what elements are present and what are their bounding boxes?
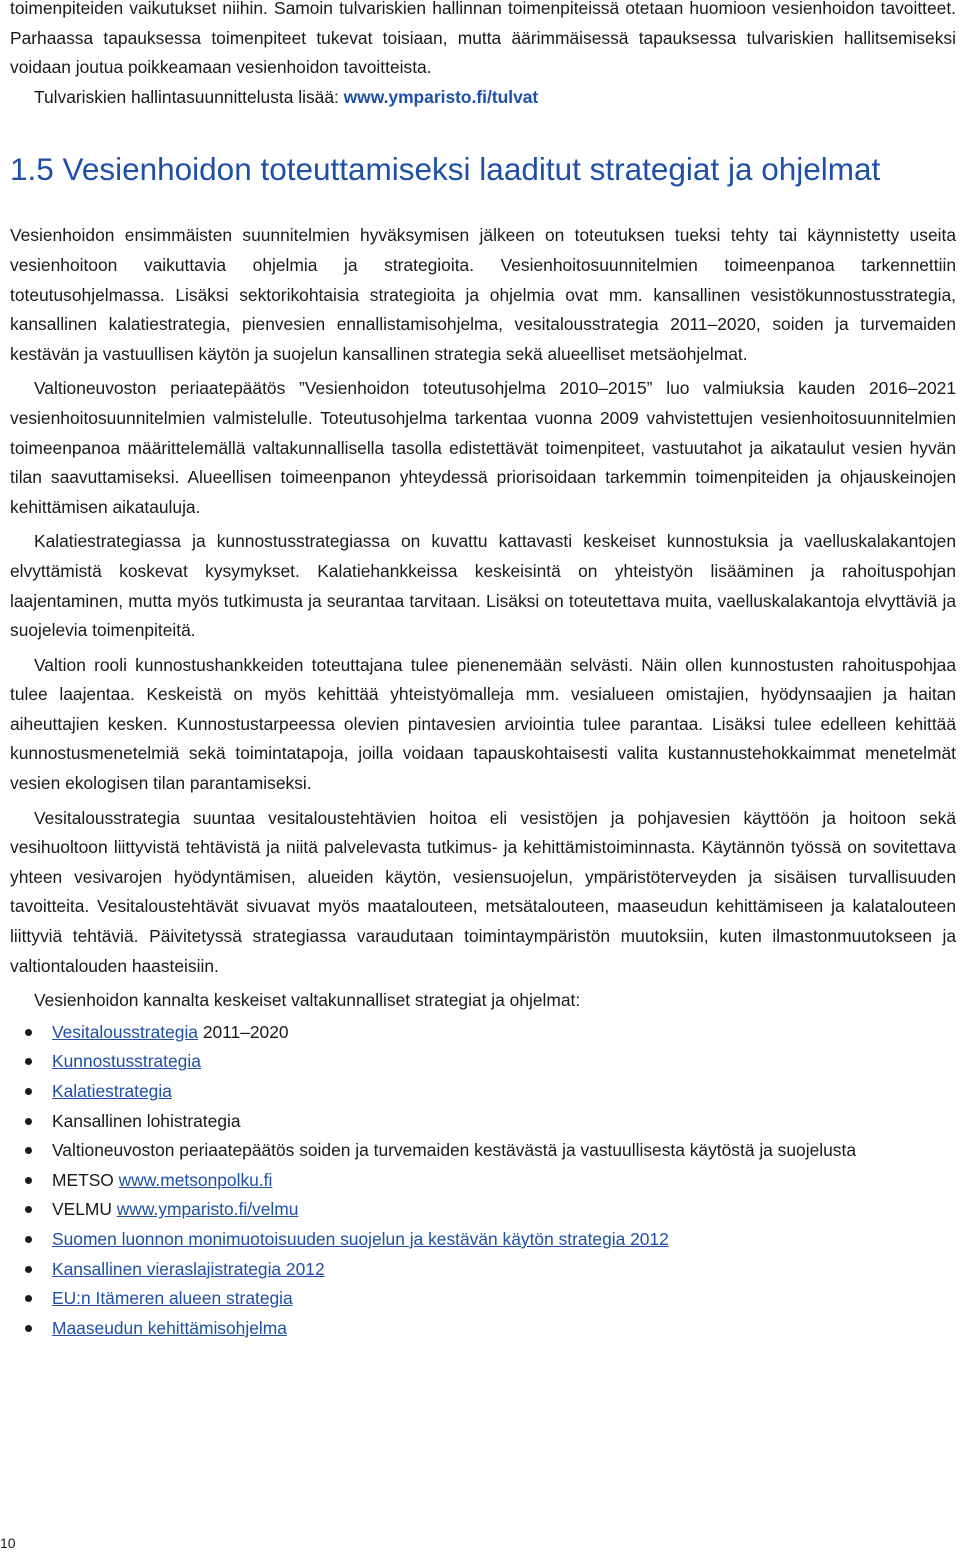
vieraslajistrategia-link[interactable]: Kansallinen vieraslajistrategia 2012 — [52, 1258, 325, 1279]
list-item — [10, 1018, 956, 1048]
paragraph-2: Valtioneuvoston periaatepäätös ”Vesienhoidon toteutusohjelma 2010–2015” luo valmiuksia kauden 2016–2021 vesienhoitosuunnitelmien valmistelulle. Toteutusohjelma tarkentaa vuonna 2009 vahvistettujen vesienhoitosuunnitelmien toimeenpanoa määrittelemällä valtakunnallisella tasolla edistettävät toimenpiteet, vastuutahot ja aikataulut vesien hyvän tilan saavuttamiseksi. Alueellisen toimeenpanon yhteydessä priorisoidaan tarkemmin toimenpiteiden ja ohjauskeinojen kehittämisen aikatauluja. — [10, 378, 956, 517]
more-info-paragraph — [10, 83, 956, 113]
maaseutuohjelma-link[interactable]: Maaseudun kehittämisohjelma — [52, 1317, 287, 1338]
list-item-text: 2011–2020 — [197, 1021, 289, 1042]
page-number: 10 — [0, 1535, 16, 1551]
list-item-text: Kansallinen lohistrategia — [52, 1110, 241, 1131]
document-page — [10, 0, 956, 1343]
metso-link[interactable]: www.metsonpolku.fi — [118, 1169, 273, 1190]
velmu-link[interactable]: www.ymparisto.fi/velmu — [116, 1199, 299, 1220]
list-item — [10, 1195, 956, 1225]
paragraph-5: Vesitalousstrategia suuntaa vesitaloustehtävien hoitoa eli vesistöjen ja pohjavesien käyttöön ja hoitoon sekä vesihuoltoon liittyvistä tehtävistä ja niitä palvelevasta tutkimus- ja kehittämistoiminnasta. Käytännön työssä on sovitettava yhteen vesivarojen hyödyntämisen, alueiden käytön, vesiensuojelun, ympäristöterveyden ja sisäisen turvallisuuden tavoitteita. Vesitaloustehtävät sivuavat myös maatalouteen, metsätalouteen, maaseudun kehittämiseen ja kalatalouteen liittyviä tehtäviä. Päivitetyssä strategiassa varaudutaan toimintaympäristön muutoksiin, kuten ilmastonmuutokseen ja valtiontalouden haasteisiin. — [10, 807, 956, 976]
monimuotoisuus-strategia-link[interactable]: Suomen luonnon monimuotoisuuden suojelun ja kestävän käytön strategia 2012 — [52, 1228, 669, 1249]
section-heading: 1.5 Vesienhoidon toteuttamiseksi laaditut strategiat ja ohjelmat — [10, 151, 881, 188]
tulvat-link[interactable]: www.ymparisto.fi/tulvat — [343, 86, 539, 107]
intro-block — [10, 0, 956, 112]
list-item-prefix: VELMU — [52, 1199, 117, 1220]
list-item-text: Valtioneuvoston periaatepäätös soiden ja turvemaiden kestävästä ja vastuullisesta käytöstä ja suojelusta — [52, 1140, 856, 1161]
list-item — [10, 1225, 956, 1255]
paragraph-3: Kalatiestrategiassa ja kunnostusstrategiassa on kuvattu kattavasti keskeiset kunnostuksia ja vaelluskalakantojen elvyttämistä koskevat kysymykset. Kalatiehankkeissa keskeisintä on yhteistyön lisääminen ja rahoituspohjan laajentaminen, mutta myös tutkimusta ja seurantaa tarvitaan. Lisäksi on toteutettava muita, vaelluskalakantoja elvyttäviä ja suojelevia toimenpiteitä. — [10, 531, 956, 641]
list-item — [10, 1284, 956, 1314]
kalatiestrategia-link[interactable]: Kalatiestrategia — [52, 1081, 172, 1101]
paragraph-1: Vesienhoidon ensimmäisten suunnitelmien hyväksymisen jälkeen on toteutuksen tueksi tehty tai käynnistetty useita vesienhoitoon vaikuttavia ohjelmia ja strategioita. Vesienhoitosuunnitelmien toimeenpanoa tarkennettiin toteutusohjelmassa. Lisäksi sektorikohtaisia strategioita ja ohjelmia ovat mm. kansallinen vesistökunnostusstrategia, kansallinen kalatiestrategia, pienvesien ennallistamisohjelma, vesitalousstrategia 2011–2020, soiden ja turvemaiden kestävän ja vastuullisen käytön ja suojelun kansallinen strategia sekä alueelliset metsäohjelmat. — [10, 225, 956, 364]
vesitalousstrategia-link[interactable]: Vesitalousstrategia — [52, 1021, 198, 1042]
list-intro: Vesienhoidon kannalta keskeiset valtakunnalliset strategiat ja ohjelmat: — [34, 990, 581, 1011]
list-item — [10, 1047, 956, 1077]
intro-paragraph: toimenpiteiden vaikutukset niihin. Samoin tulvariskien hallinnan toimenpiteissä otetaan huomioon vesienhoidon tavoitteet. Parhaassa tapauksessa toimenpiteet tukevat toisiaan, mutta äärimmäisessä tapauksessa tulvariskien hallitsemiseksi voidaan joutua poikkeamaan vesienhoidon tavoitteista. — [10, 0, 956, 78]
kunnostusstrategia-link[interactable]: Kunnostusstrategia — [52, 1051, 201, 1072]
list-item — [10, 1166, 956, 1196]
list-item — [10, 1314, 956, 1344]
paragraph-4: Valtion rooli kunnostushankkeiden toteuttajana tulee pienenemään selvästi. Näin ollen kunnostusten rahoituspohjaa tulee laajentaa. Keskeistä on myös kehittää yhteistyömalleja mm. vesialueen omistajien, hyödynsaajien ja haitan aiheuttajien kesken. Kunnostustarpeessa olevien pintavesien arviointia tulee parantaa. Lisäksi tulee edelleen kehittää kunnostusmenetelmiä sekä toimintatapoja, joilla voidaan tapauskohtaisesti valita kustannustehokkaimmat menetelmät vesien ekologisen tilan parantamiseksi. — [10, 654, 956, 794]
section-body — [10, 221, 956, 1015]
strategy-list — [10, 1018, 956, 1344]
list-item-prefix: METSO — [52, 1169, 119, 1190]
more-info-label: Tulvariskien hallintasuunnittelusta lisää: — [34, 86, 344, 107]
list-item — [10, 1077, 956, 1107]
itameri-strategia-link[interactable]: EU:n Itämeren alueen strategia — [52, 1288, 293, 1309]
list-item — [10, 1136, 956, 1166]
list-item — [10, 1107, 956, 1137]
list-item — [10, 1255, 956, 1285]
